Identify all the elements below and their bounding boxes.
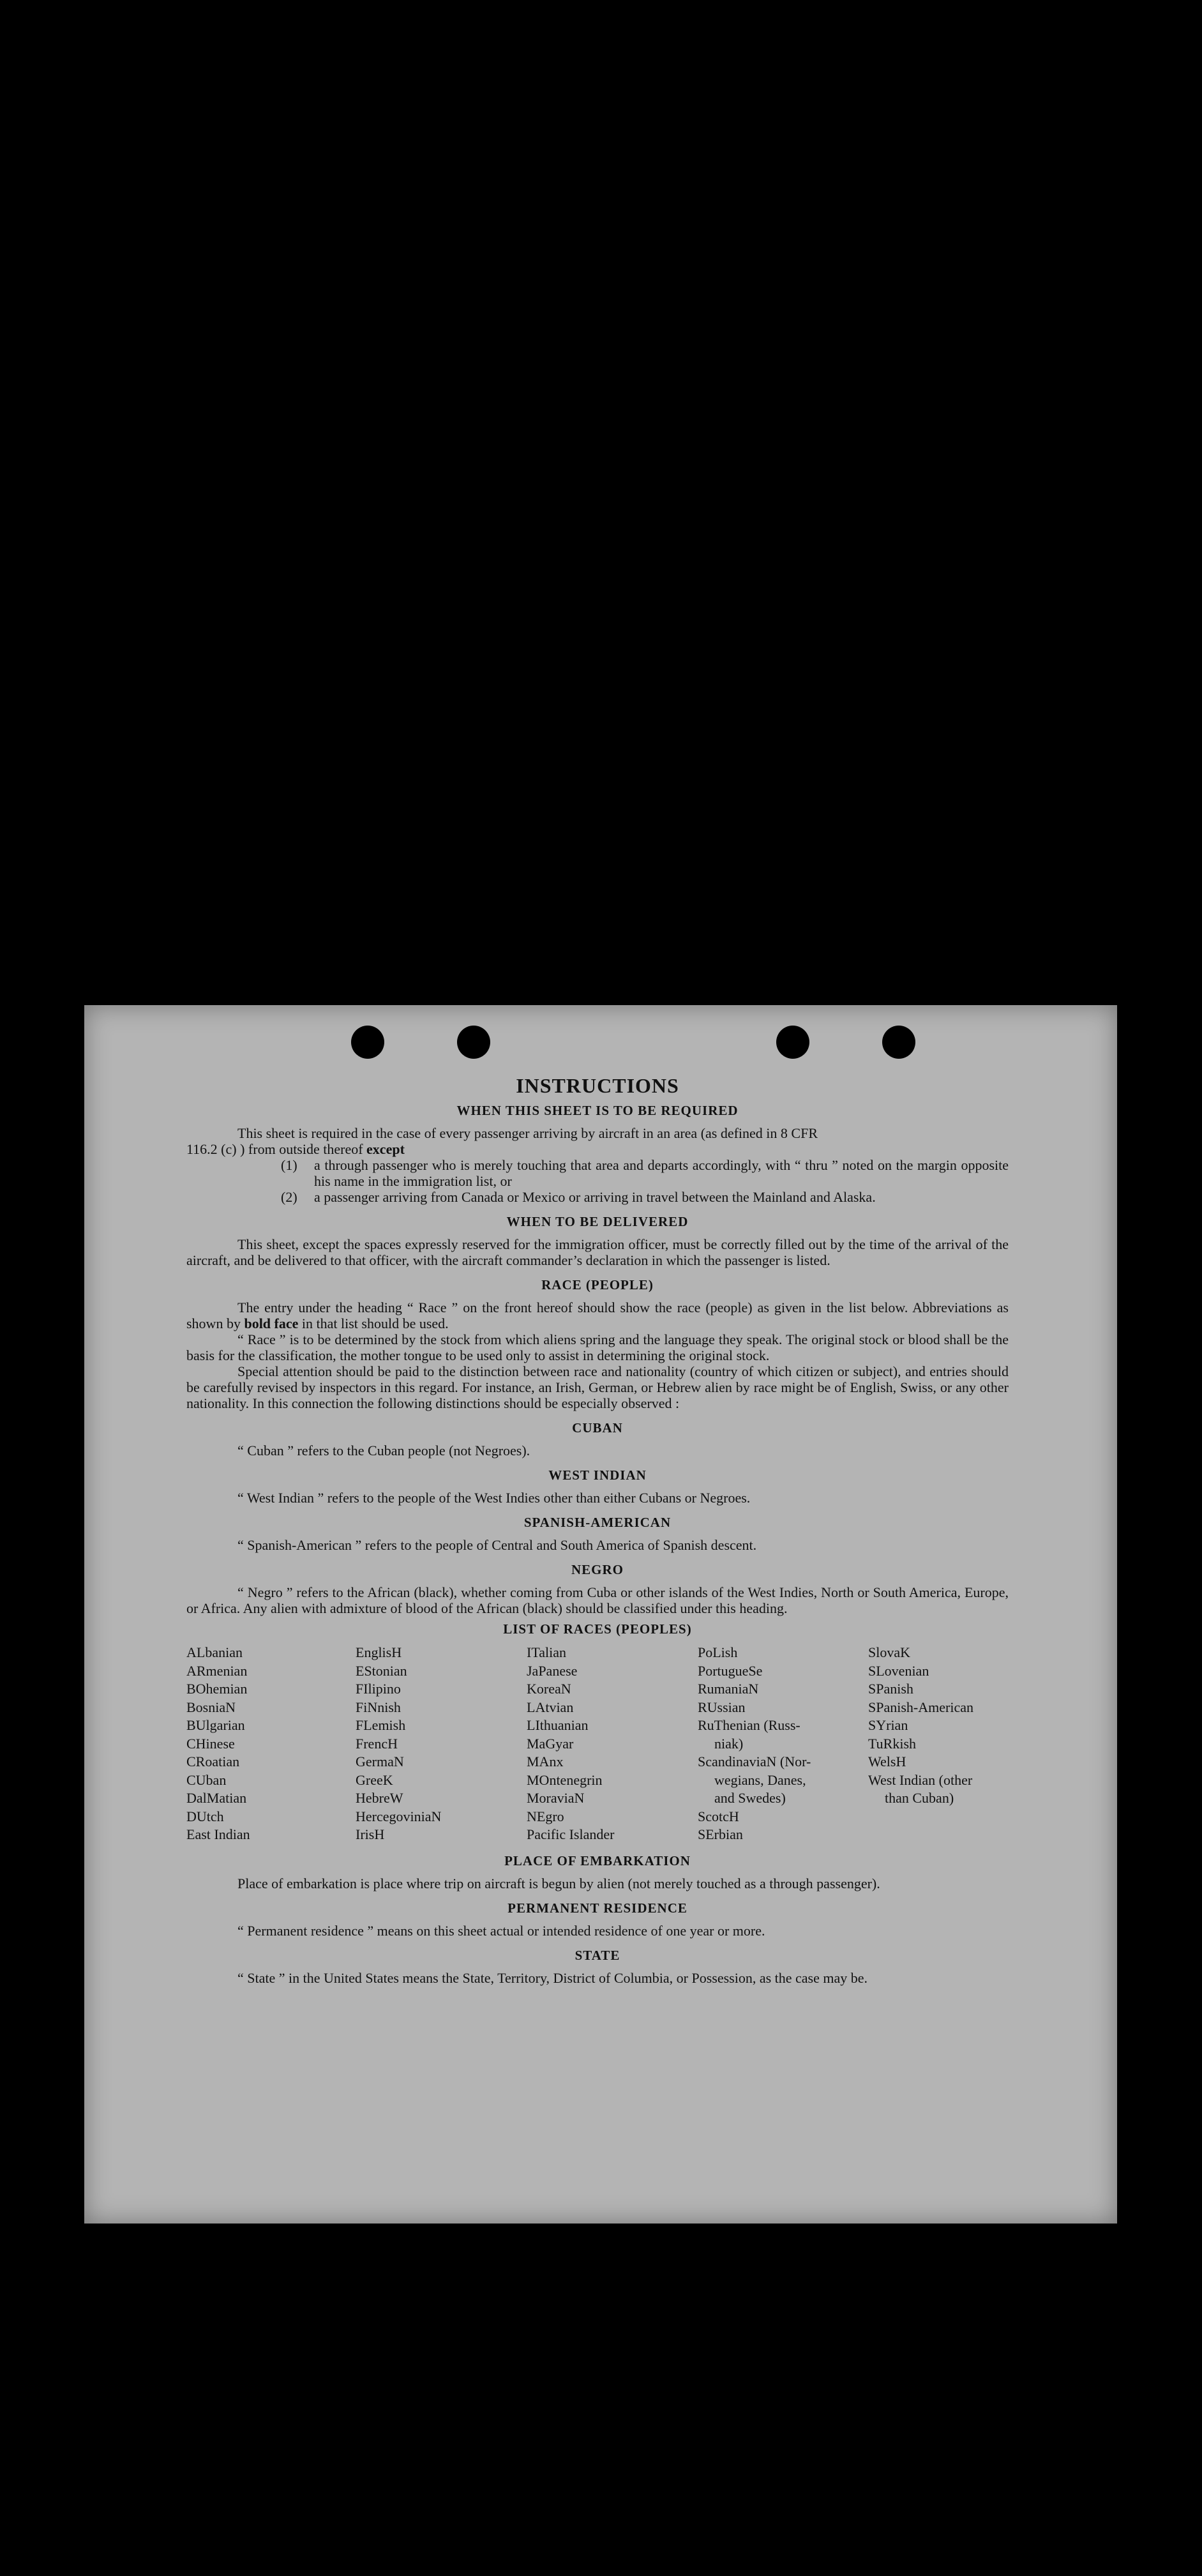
race-entry: KoreaN xyxy=(527,1681,571,1697)
heading-state: STATE xyxy=(575,1947,620,1963)
race-entry: CUban xyxy=(186,1771,227,1788)
heading-race: RACE (PEOPLE) xyxy=(541,1277,654,1292)
negro-para: “ Negro ” refers to the African (black), whether coming from Cuba or other islands of the West Indies, North or South America, Europe, or Africa. Any alien with admixture of blood of the African (black) should be classified under this heading. xyxy=(186,1584,1009,1616)
race-entry: West Indian (other xyxy=(868,1771,973,1788)
races-column-4 xyxy=(698,1644,868,1844)
spanish-american-para: “ Spanish-American ” refers to the people of Central and South America of Spanish descent. xyxy=(237,1537,757,1553)
heading-negro: NEGRO xyxy=(571,1562,624,1577)
race-entry: SYrian xyxy=(868,1717,908,1733)
race-entry: BOhemian xyxy=(186,1681,248,1697)
heading-west-indian: WEST INDIAN xyxy=(548,1467,647,1483)
race-entry: MoraviaN xyxy=(527,1790,585,1806)
race-entry: TuRkish xyxy=(868,1735,917,1752)
race-entry: Pacific Islander xyxy=(527,1826,615,1842)
race-entry: DUtch xyxy=(186,1808,224,1824)
race-entry: MAnx xyxy=(527,1754,564,1769)
race-entry: MOntenegrin xyxy=(527,1771,603,1788)
race-entry: East Indian xyxy=(186,1826,250,1842)
race-entry: ScotcH xyxy=(698,1808,739,1824)
race-entry: NEgro xyxy=(527,1808,564,1824)
race-entry-continued: than Cuban) xyxy=(885,1790,954,1806)
race-entry: SPanish xyxy=(868,1681,913,1697)
race-entry-continued: wegians, Danes, xyxy=(714,1771,806,1788)
state-para: “ State ” in the United States means the State, Territory, District of Columbia, or Possession, as the case may be. xyxy=(237,1969,868,1986)
heading-cuban: CUBAN xyxy=(572,1420,623,1436)
race-entry: PoLish xyxy=(698,1644,738,1660)
punch-hole xyxy=(776,1026,809,1059)
race-entry: SLovenian xyxy=(868,1662,929,1679)
race-entry-continued: and Swedes) xyxy=(714,1790,786,1806)
race-entry: CHinese xyxy=(186,1735,235,1752)
page-title: INSTRUCTIONS xyxy=(516,1074,679,1097)
race-entry: LIthuanian xyxy=(527,1717,589,1733)
document-sheet xyxy=(84,1005,1117,2224)
punch-hole xyxy=(882,1026,915,1059)
race-entry: RuThenian (Russ- xyxy=(698,1717,800,1733)
punch-hole xyxy=(351,1026,384,1059)
race-entry: JaPanese xyxy=(527,1662,578,1679)
race-entry: LAtvian xyxy=(527,1699,574,1715)
race-entry: ITalian xyxy=(527,1644,566,1660)
residence-para: “ Permanent residence ” means on this sheet actual or intended residence of one year or more. xyxy=(237,1922,765,1939)
exception-item: (1) a through passenger who is merely touching that area and departs accordingly, with “ thru ” noted on the margin opposite his name in the immigration list, or xyxy=(281,1157,1009,1189)
race-entry: EStonian xyxy=(356,1662,407,1679)
race-entry: GermaN xyxy=(356,1754,404,1769)
race-entry: RumaniaN xyxy=(698,1681,759,1697)
race-entry: SErbian xyxy=(698,1826,743,1842)
race-entry: ARmenian xyxy=(186,1662,248,1679)
race-entry: DalMatian xyxy=(186,1790,247,1806)
race-entry: BosniaN xyxy=(186,1699,236,1715)
race-entry: GreeK xyxy=(356,1771,393,1788)
delivered-para: This sheet, except the spaces expressly reserved for the immigration officer, must be correctly filled out by the time of the arrival of the aircraft, and be delivered to that officer, with the aircraft commander’s declaration in which the passenger is listed. xyxy=(186,1236,1009,1268)
race-entry: FIlipino xyxy=(356,1681,401,1697)
required-para-line2: 116.2 (c) ) from outside thereof except xyxy=(186,1141,405,1157)
race-entry: SlovaK xyxy=(868,1644,910,1660)
race-entry: SPanish-American xyxy=(868,1699,973,1715)
exception-item: (2) a passenger arriving from Canada or Mexico or arriving in travel between the Mainland and Alaska. xyxy=(281,1189,876,1205)
heading-when-delivered: WHEN TO BE DELIVERED xyxy=(506,1214,689,1229)
races-column-3 xyxy=(527,1644,698,1844)
race-entry: WelsH xyxy=(868,1754,906,1769)
race-entry: IrisH xyxy=(356,1826,385,1842)
except-word: except xyxy=(366,1141,405,1157)
race-entry: ALbanian xyxy=(186,1644,243,1660)
heading-when-required: WHEN THIS SHEET IS TO BE REQUIRED xyxy=(456,1103,739,1118)
heading-embarkation: PLACE OF EMBARKATION xyxy=(504,1852,691,1868)
race-entry: HercegoviniaN xyxy=(356,1808,442,1824)
race-entry-continued: niak) xyxy=(714,1735,744,1752)
race-entry: FrencH xyxy=(356,1735,398,1752)
race-entry: CRoatian xyxy=(186,1754,240,1769)
races-column-5 xyxy=(868,1644,1009,1844)
cuban-para: “ Cuban ” refers to the Cuban people (not Negroes). xyxy=(237,1443,530,1458)
race-entry: PortugueSe xyxy=(698,1662,763,1679)
heading-residence: PERMANENT RESIDENCE xyxy=(507,1900,687,1916)
race-entry: ScandinaviaN (Nor- xyxy=(698,1754,811,1769)
race-para-3: Special attention should be paid to the distinction between race and nationality (country of which citizen or subject), and entries should be carefully revised by inspectors in this regard. For instance, an Irish, German, or Hebrew alien by race might be of English, Swiss, or any other nationality. In this connection the following distinctions should be especially observed : xyxy=(186,1363,1009,1411)
race-entry: FLemish xyxy=(356,1717,406,1733)
race-para-1: The entry under the heading “ Race ” on the front hereof should show the race (people) as given in the list below. Abbreviations as shown by bold face in that list should be used. xyxy=(186,1299,1009,1331)
punch-hole xyxy=(457,1026,490,1059)
required-para-line1: This sheet is required in the case of every passenger arriving by aircraft in an area (as defined in 8 CFR xyxy=(237,1125,818,1141)
race-entry: BUlgarian xyxy=(186,1717,245,1733)
race-entry: FiNnish xyxy=(356,1699,401,1715)
embarkation-para: Place of embarkation is place where trip on aircraft is begun by alien (not merely touched as a through passenger). xyxy=(237,1875,880,1891)
race-entry: RUssian xyxy=(698,1699,746,1715)
races-table xyxy=(186,1644,1009,1844)
races-column-1 xyxy=(186,1644,356,1844)
race-entry: HebreW xyxy=(356,1790,403,1806)
heading-list-of-races: LIST OF RACES (PEOPLES) xyxy=(503,1621,692,1637)
heading-spanish-american: SPANISH-AMERICAN xyxy=(523,1515,672,1530)
race-entry: MaGyar xyxy=(527,1735,574,1752)
instructions-content xyxy=(186,1074,1009,1986)
race-para-2: “ Race ” is to be determined by the stock from which aliens spring and the language they speak. The original stock or blood shall be the basis for the classification, the mother tongue to be used only to assist in determining the original stock. xyxy=(186,1331,1009,1363)
races-column-2 xyxy=(356,1644,527,1844)
west-indian-para: “ West Indian ” refers to the people of the West Indies other than either Cubans or Negroes. xyxy=(237,1490,751,1506)
race-entry: EnglisH xyxy=(356,1644,402,1660)
